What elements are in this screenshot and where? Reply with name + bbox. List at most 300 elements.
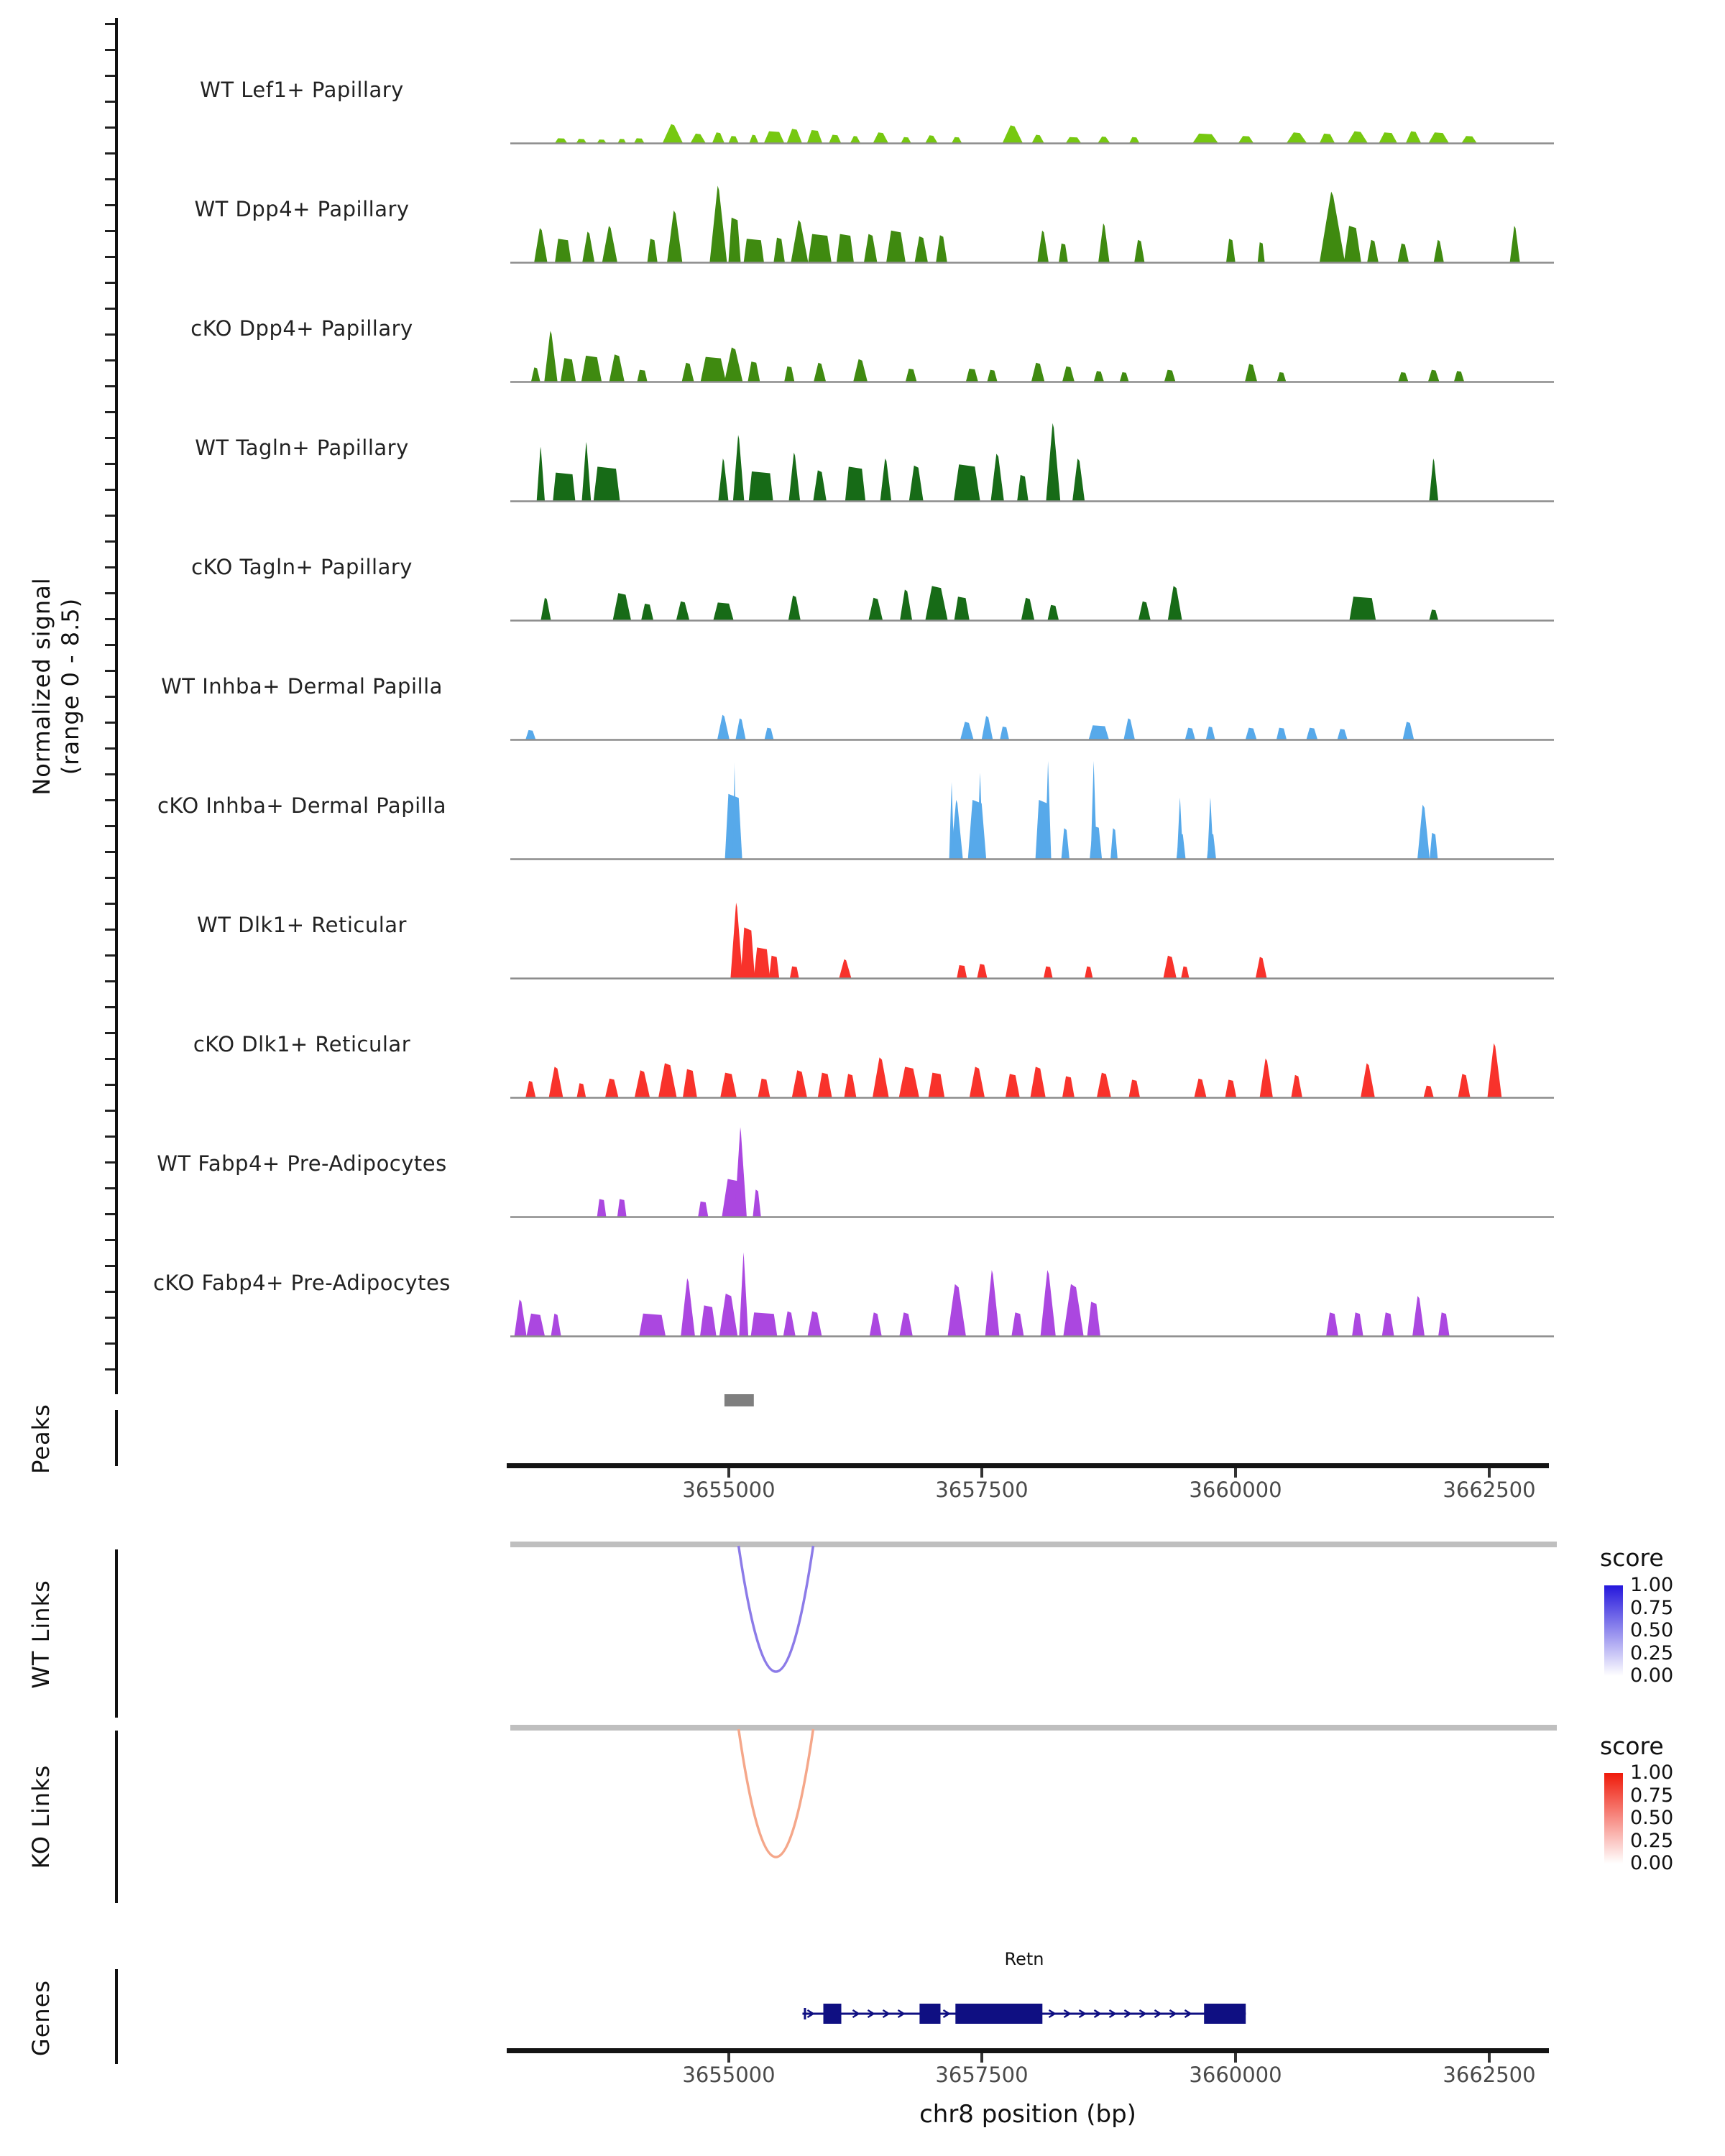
coverage-peak bbox=[764, 132, 784, 143]
signal-y-tick bbox=[105, 489, 115, 491]
coverage-peak bbox=[594, 466, 620, 501]
coverage-peak bbox=[617, 1199, 627, 1217]
coverage-peak bbox=[525, 1081, 535, 1097]
coverage-peak bbox=[1098, 137, 1110, 143]
coverage-peak bbox=[1326, 1312, 1338, 1336]
coverage-peak bbox=[1062, 828, 1070, 859]
coverage-peak bbox=[712, 132, 724, 143]
coverage-track-wt-dpp4-papillary bbox=[510, 161, 1557, 266]
coverage-peak bbox=[936, 235, 947, 262]
x-axis-tick bbox=[1234, 1468, 1237, 1478]
coverage-peak bbox=[1031, 363, 1044, 382]
coverage-peak bbox=[1048, 605, 1059, 620]
ko-links-section-label: KO Links bbox=[27, 1764, 55, 1869]
coverage-peak bbox=[605, 1079, 618, 1097]
gene-exon bbox=[919, 2004, 940, 2024]
coverage-peak bbox=[839, 959, 851, 978]
coverage-peak bbox=[635, 1070, 650, 1097]
coverage-peak bbox=[1072, 459, 1085, 501]
signal-y-tick bbox=[105, 1058, 115, 1060]
coverage-peak bbox=[1398, 372, 1408, 382]
coverage-peak bbox=[730, 903, 742, 978]
x-axis-tick bbox=[727, 1468, 730, 1478]
coverage-peak bbox=[719, 1294, 737, 1336]
ko-score-legend-title: score bbox=[1600, 1732, 1664, 1760]
track-label-wt-fabp4-pre-adipocytes: WT Fabp4+ Pre-Adipocytes bbox=[157, 1151, 447, 1176]
coverage-peak bbox=[1226, 239, 1236, 262]
gene-exon bbox=[1204, 2004, 1246, 2024]
coverage-peak bbox=[1044, 967, 1053, 978]
legend-tick-label: 0.75 bbox=[1630, 1784, 1674, 1807]
coverage-peak bbox=[681, 1279, 695, 1336]
coverage-peak bbox=[1177, 833, 1186, 859]
coverage-peak bbox=[1062, 1077, 1075, 1098]
coverage-peak bbox=[1238, 136, 1254, 143]
coverage-track-wt-lef1-papillary bbox=[510, 42, 1557, 147]
coverage-peak bbox=[1062, 367, 1075, 382]
x-axis-title: chr8 position (bp) bbox=[919, 2100, 1136, 2129]
track-label-wt-tagln-papillary: WT Tagln+ Papillary bbox=[195, 436, 409, 460]
signal-y-tick bbox=[105, 877, 115, 879]
coverage-peak bbox=[1320, 134, 1335, 143]
coverage-peak bbox=[929, 1073, 945, 1097]
coverage-peak bbox=[551, 1314, 561, 1336]
signal-y-tick bbox=[105, 1213, 115, 1215]
coverage-peak bbox=[717, 715, 730, 740]
coverage-peak bbox=[1438, 1312, 1450, 1336]
coverage-peak bbox=[900, 589, 912, 620]
coverage-peak bbox=[676, 602, 689, 620]
coverage-peak bbox=[1063, 1284, 1083, 1336]
coverage-peak bbox=[1094, 371, 1104, 382]
coverage-peak bbox=[1458, 1074, 1471, 1097]
signal-y-tick bbox=[105, 747, 115, 750]
coverage-peak bbox=[818, 1073, 832, 1097]
signal-y-tick bbox=[105, 903, 115, 905]
x-tick-label: 3662500 bbox=[1443, 1478, 1536, 1502]
coverage-track-cko-tagln-papillary bbox=[510, 519, 1557, 624]
signal-y-tick bbox=[105, 126, 115, 129]
coverage-peak bbox=[534, 228, 547, 262]
signal-y-tick bbox=[105, 644, 115, 646]
coverage-peak bbox=[1120, 372, 1129, 382]
coverage-peak bbox=[899, 1312, 912, 1336]
coverage-peak bbox=[1434, 240, 1444, 262]
coverage-peak bbox=[729, 136, 739, 143]
x-tick-label: 3655000 bbox=[682, 1478, 776, 1502]
signal-y-tick bbox=[105, 1110, 115, 1112]
coverage-peak bbox=[1089, 725, 1109, 740]
coverage-peak bbox=[901, 137, 911, 143]
gene-exon bbox=[824, 2004, 842, 2024]
legend-tick-label: 0.50 bbox=[1630, 1807, 1674, 1829]
coverage-peak bbox=[1276, 728, 1287, 740]
coverage-peak bbox=[1181, 967, 1189, 978]
x-tick-label: 3660000 bbox=[1189, 2063, 1282, 2087]
link-arc bbox=[739, 1729, 814, 1857]
signal-y-tick bbox=[105, 851, 115, 853]
coverage-peak bbox=[788, 596, 801, 620]
coverage-peak bbox=[1406, 132, 1421, 143]
coverage-peak bbox=[873, 1057, 889, 1097]
coverage-peak bbox=[1245, 364, 1257, 382]
signal-y-tick bbox=[105, 592, 115, 594]
signal-y-tick bbox=[105, 540, 115, 543]
signal-y-tick bbox=[105, 385, 115, 387]
coverage-peak bbox=[1430, 833, 1438, 859]
coverage-peak bbox=[853, 359, 868, 382]
coverage-peak bbox=[1429, 609, 1438, 620]
signal-y-tick bbox=[105, 1187, 115, 1189]
track-label-cko-tagln-papillary: cKO Tagln+ Papillary bbox=[191, 555, 413, 579]
signal-y-tick bbox=[105, 773, 115, 775]
wt-score-legend-title: score bbox=[1600, 1544, 1664, 1572]
signal-y-tick bbox=[105, 308, 115, 310]
track-label-cko-inhba-dermal-papilla: cKO Inhba+ Dermal Papilla bbox=[157, 793, 447, 818]
coverage-peak bbox=[753, 1189, 760, 1217]
coverage-peak bbox=[527, 1314, 545, 1336]
ko-links-axis-line bbox=[115, 1731, 118, 1903]
coverage-peak bbox=[1129, 137, 1139, 143]
coverage-peak bbox=[991, 453, 1004, 501]
coverage-peak bbox=[1041, 1270, 1056, 1336]
coverage-peak bbox=[925, 135, 937, 143]
wt-score-gradient-bar bbox=[1604, 1585, 1623, 1676]
coverage-peak bbox=[1348, 132, 1368, 143]
coverage-track-cko-dlk1-reticular bbox=[510, 996, 1557, 1101]
coverage-peak bbox=[540, 598, 551, 620]
coverage-peak bbox=[555, 239, 571, 262]
coverage-peak bbox=[700, 1305, 717, 1336]
coverage-peak bbox=[1168, 586, 1182, 620]
signal-y-tick bbox=[105, 515, 115, 517]
coverage-peak bbox=[880, 459, 892, 501]
signal-y-tick bbox=[105, 618, 115, 620]
coverage-peak bbox=[641, 604, 653, 620]
coverage-peak bbox=[957, 965, 967, 978]
coverage-peak bbox=[553, 473, 575, 501]
coverage-peak bbox=[701, 357, 726, 382]
gene-name-label: Retn bbox=[1004, 1949, 1044, 1969]
signal-y-tick bbox=[105, 1317, 115, 1319]
coverage-peak bbox=[765, 728, 774, 740]
coverage-peak bbox=[531, 367, 540, 382]
coverage-peak bbox=[1352, 1312, 1363, 1336]
signal-y-axis-line bbox=[115, 18, 118, 1394]
coverage-peak bbox=[1087, 1302, 1100, 1336]
coverage-peak bbox=[1382, 1312, 1394, 1336]
x-axis-tick bbox=[980, 2053, 983, 2063]
coverage-peak bbox=[886, 231, 906, 262]
coverage-peak bbox=[845, 466, 865, 501]
coverage-peak bbox=[1003, 125, 1023, 143]
coverage-peak bbox=[1510, 226, 1520, 262]
coverage-peak bbox=[1361, 1063, 1375, 1097]
coverage-peak bbox=[808, 234, 831, 262]
coverage-peak bbox=[791, 220, 808, 262]
coverage-peak bbox=[613, 593, 631, 620]
x-axis-line bbox=[507, 2048, 1549, 2053]
signal-y-tick bbox=[105, 954, 115, 957]
signal-y-tick bbox=[105, 411, 115, 413]
coverage-peak bbox=[899, 1067, 919, 1097]
coverage-peak bbox=[949, 782, 954, 859]
coverage-peak bbox=[783, 1312, 796, 1336]
coverage-peak bbox=[915, 236, 928, 262]
coverage-peak bbox=[682, 363, 694, 382]
coverage-peak bbox=[525, 730, 535, 740]
coverage-track-cko-dpp4-papillary bbox=[510, 280, 1557, 385]
coverage-peak bbox=[1195, 1079, 1207, 1097]
coverage-peak bbox=[807, 130, 822, 143]
coverage-peak bbox=[754, 947, 770, 978]
coverage-track-wt-tagln-papillary bbox=[510, 400, 1557, 505]
coverage-peak bbox=[1098, 224, 1110, 262]
coverage-peak bbox=[873, 132, 888, 143]
coverage-peak bbox=[808, 1312, 822, 1336]
ko-score-gradient-bar bbox=[1604, 1773, 1623, 1864]
peaks-axis-line bbox=[115, 1410, 118, 1466]
coverage-peak bbox=[850, 136, 860, 143]
coverage-peak bbox=[1031, 1067, 1046, 1097]
coverage-peak bbox=[1277, 372, 1287, 382]
track-label-wt-dpp4-papillary: WT Dpp4+ Papillary bbox=[194, 197, 410, 221]
coverage-peak bbox=[814, 363, 826, 382]
coverage-peak bbox=[1424, 1086, 1434, 1097]
coverage-peak bbox=[597, 1199, 607, 1217]
signal-y-tick bbox=[105, 1342, 115, 1345]
signal-y-tick bbox=[105, 256, 115, 258]
coverage-peak bbox=[977, 964, 987, 978]
coverage-peak bbox=[1123, 719, 1135, 740]
coverage-peak bbox=[1412, 1296, 1425, 1336]
coverage-peak bbox=[773, 238, 785, 262]
coverage-peak bbox=[577, 1083, 586, 1097]
coverage-track-wt-dlk1-reticular bbox=[510, 877, 1557, 982]
coverage-peak bbox=[555, 138, 567, 143]
coverage-peak bbox=[698, 1202, 708, 1217]
coverage-peak bbox=[602, 226, 617, 262]
signal-y-tick bbox=[105, 722, 115, 724]
x-tick-label: 3655000 bbox=[682, 2063, 776, 2087]
wt-links-section-label: WT Links bbox=[27, 1580, 55, 1689]
coverage-peak bbox=[1403, 722, 1414, 740]
coverage-peak bbox=[1032, 135, 1044, 144]
x-axis-tick bbox=[1488, 1468, 1491, 1478]
coverage-peak bbox=[581, 356, 602, 382]
coverage-peak bbox=[638, 370, 648, 382]
coverage-peak bbox=[960, 722, 973, 740]
coverage-peak bbox=[1379, 132, 1397, 143]
track-label-wt-inhba-dermal-papilla: WT Inhba+ Dermal Papilla bbox=[161, 674, 443, 699]
coverage-peak bbox=[1338, 729, 1348, 740]
coverage-peak bbox=[1192, 134, 1218, 143]
coverage-peak bbox=[1429, 459, 1438, 501]
y-axis-label-line1: Normalized signal bbox=[28, 577, 55, 796]
track-label-wt-lef1-papillary: WT Lef1+ Papillary bbox=[200, 78, 404, 102]
coverage-peak bbox=[1462, 136, 1477, 143]
coverage-peak bbox=[1429, 132, 1449, 143]
coverage-peak bbox=[749, 471, 773, 501]
peaks-section-label: Peaks bbox=[27, 1404, 55, 1474]
coverage-peak bbox=[1258, 242, 1265, 262]
legend-tick-label: 0.50 bbox=[1630, 1619, 1674, 1641]
coverage-peak bbox=[813, 470, 826, 501]
coverage-peak bbox=[870, 1312, 882, 1336]
track-label-cko-dlk1-reticular: cKO Dlk1+ Reticular bbox=[193, 1032, 411, 1056]
legend-tick-label: 1.00 bbox=[1630, 1574, 1674, 1596]
coverage-peak bbox=[968, 800, 986, 859]
coverage-peak bbox=[1129, 1079, 1141, 1097]
coverage-peak bbox=[925, 586, 947, 620]
coverage-peak bbox=[787, 129, 802, 143]
signal-y-tick bbox=[105, 1239, 115, 1241]
wt-links-axis-line bbox=[115, 1549, 118, 1718]
coverage-peak bbox=[789, 453, 801, 501]
coverage-peak bbox=[1006, 1074, 1020, 1097]
coverage-peak bbox=[966, 369, 978, 382]
coverage-peak bbox=[1256, 957, 1267, 979]
coverage-peak bbox=[561, 358, 576, 382]
coverage-track-wt-inhba-dermal-papilla bbox=[510, 638, 1557, 743]
coverage-track-cko-inhba-dermal-papilla bbox=[510, 757, 1557, 862]
signal-y-tick bbox=[105, 1265, 115, 1267]
coverage-peak bbox=[1350, 596, 1376, 620]
genes-section-label: Genes bbox=[27, 1979, 55, 2057]
coverage-peak bbox=[733, 435, 745, 501]
coverage-peak bbox=[515, 1299, 527, 1336]
coverage-peak bbox=[1320, 192, 1345, 262]
coverage-peak bbox=[744, 239, 764, 262]
coverage-peak bbox=[1085, 967, 1092, 978]
coverage-peak bbox=[758, 1079, 770, 1097]
coverage-peak bbox=[709, 185, 727, 262]
gene-model-svg bbox=[510, 1991, 1557, 2041]
x-tick-label: 3657500 bbox=[935, 1478, 1029, 1502]
coverage-peak bbox=[1000, 727, 1009, 740]
coverage-peak bbox=[1090, 826, 1102, 859]
coverage-peak bbox=[792, 1070, 807, 1097]
coverage-peak bbox=[683, 1069, 697, 1097]
gene-exon bbox=[955, 2004, 1042, 2024]
coverage-peak bbox=[909, 466, 924, 501]
coverage-peak bbox=[1246, 728, 1257, 740]
coverage-peak bbox=[1164, 956, 1177, 978]
coverage-peak bbox=[1097, 1073, 1111, 1097]
coverage-peak bbox=[713, 602, 733, 620]
coverage-peak bbox=[718, 459, 728, 501]
coverage-peak bbox=[739, 1253, 748, 1336]
links-panel-0 bbox=[510, 1542, 1557, 1723]
coverage-peak bbox=[1206, 727, 1215, 740]
legend-tick-label: 1.00 bbox=[1630, 1761, 1674, 1784]
coverage-peak bbox=[735, 1127, 747, 1217]
coverage-peak bbox=[1110, 828, 1118, 859]
coverage-peak bbox=[750, 135, 759, 144]
coverage-peak bbox=[1287, 132, 1307, 143]
coverage-peak bbox=[1454, 371, 1464, 382]
coverage-peak bbox=[790, 967, 799, 978]
coverage-peak bbox=[663, 124, 683, 143]
signal-y-tick bbox=[105, 23, 115, 25]
link-arc bbox=[739, 1546, 814, 1672]
track-label-wt-dlk1-reticular: WT Dlk1+ Reticular bbox=[197, 913, 407, 937]
coverage-peak bbox=[868, 598, 883, 620]
coverage-peak bbox=[1260, 1059, 1273, 1097]
coverage-peak bbox=[1046, 423, 1060, 501]
coverage-peak bbox=[544, 331, 557, 382]
signal-y-tick bbox=[105, 230, 115, 232]
signal-y-tick bbox=[105, 282, 115, 284]
coverage-peak bbox=[906, 369, 917, 382]
coverage-peak bbox=[610, 354, 625, 382]
coverage-peak bbox=[1037, 231, 1049, 262]
coverage-peak bbox=[845, 1074, 857, 1097]
coverage-peak bbox=[982, 716, 993, 740]
coverage-peak bbox=[639, 1314, 666, 1336]
legend-tick-label: 0.25 bbox=[1630, 1642, 1674, 1664]
x-axis-tick bbox=[727, 2053, 730, 2063]
coverage-peak bbox=[1164, 370, 1176, 382]
signal-y-tick bbox=[105, 75, 115, 77]
coverage-peak bbox=[985, 1270, 1000, 1336]
coverage-peak bbox=[1185, 728, 1195, 740]
coverage-peak bbox=[537, 447, 545, 501]
coverage-peak bbox=[970, 1067, 985, 1097]
coverage-peak bbox=[634, 138, 644, 143]
signal-y-tick bbox=[105, 152, 115, 155]
gene-start-mark bbox=[804, 2008, 806, 2019]
y-axis-label bbox=[27, 471, 85, 902]
coverage-peak bbox=[784, 367, 794, 382]
coverage-peak bbox=[1138, 602, 1151, 620]
coverage-peak bbox=[582, 442, 592, 501]
coverage-peak bbox=[988, 370, 998, 382]
y-axis-label-line2: (range 0 - 8.5) bbox=[57, 597, 84, 775]
coverage-peak bbox=[1417, 805, 1430, 859]
coverage-peak bbox=[741, 928, 755, 979]
signal-y-tick bbox=[105, 1084, 115, 1086]
legend-tick-label: 0.25 bbox=[1630, 1830, 1674, 1852]
signal-y-tick bbox=[105, 1006, 115, 1008]
coverage-peak bbox=[1207, 833, 1216, 859]
coverage-peak bbox=[667, 211, 682, 262]
coverage-peak bbox=[829, 135, 841, 144]
coverage-peak bbox=[769, 956, 779, 978]
coverage-peak bbox=[549, 1067, 564, 1097]
coverage-peak bbox=[954, 464, 980, 501]
coverage-peak bbox=[691, 134, 706, 143]
peaks-track bbox=[510, 1391, 1557, 1412]
coverage-peak bbox=[751, 1312, 778, 1336]
coverage-peak bbox=[1344, 226, 1361, 262]
x-tick-label: 3657500 bbox=[935, 2063, 1029, 2087]
coverage-peak bbox=[648, 239, 658, 262]
coverage-peak bbox=[1225, 1079, 1237, 1097]
signal-y-tick bbox=[105, 1135, 115, 1138]
signal-y-tick bbox=[105, 359, 115, 361]
legend-tick-label: 0.75 bbox=[1630, 1597, 1674, 1619]
coverage-peak bbox=[1307, 728, 1318, 740]
x-tick-label: 3660000 bbox=[1189, 1478, 1282, 1502]
coverage-peak bbox=[1021, 598, 1034, 620]
coverage-peak bbox=[1398, 244, 1409, 262]
signal-y-tick bbox=[105, 463, 115, 465]
coverage-peak bbox=[837, 234, 854, 262]
coverage-peak bbox=[948, 1284, 966, 1336]
x-axis-tick bbox=[1234, 2053, 1237, 2063]
coverage-peak bbox=[952, 137, 962, 143]
